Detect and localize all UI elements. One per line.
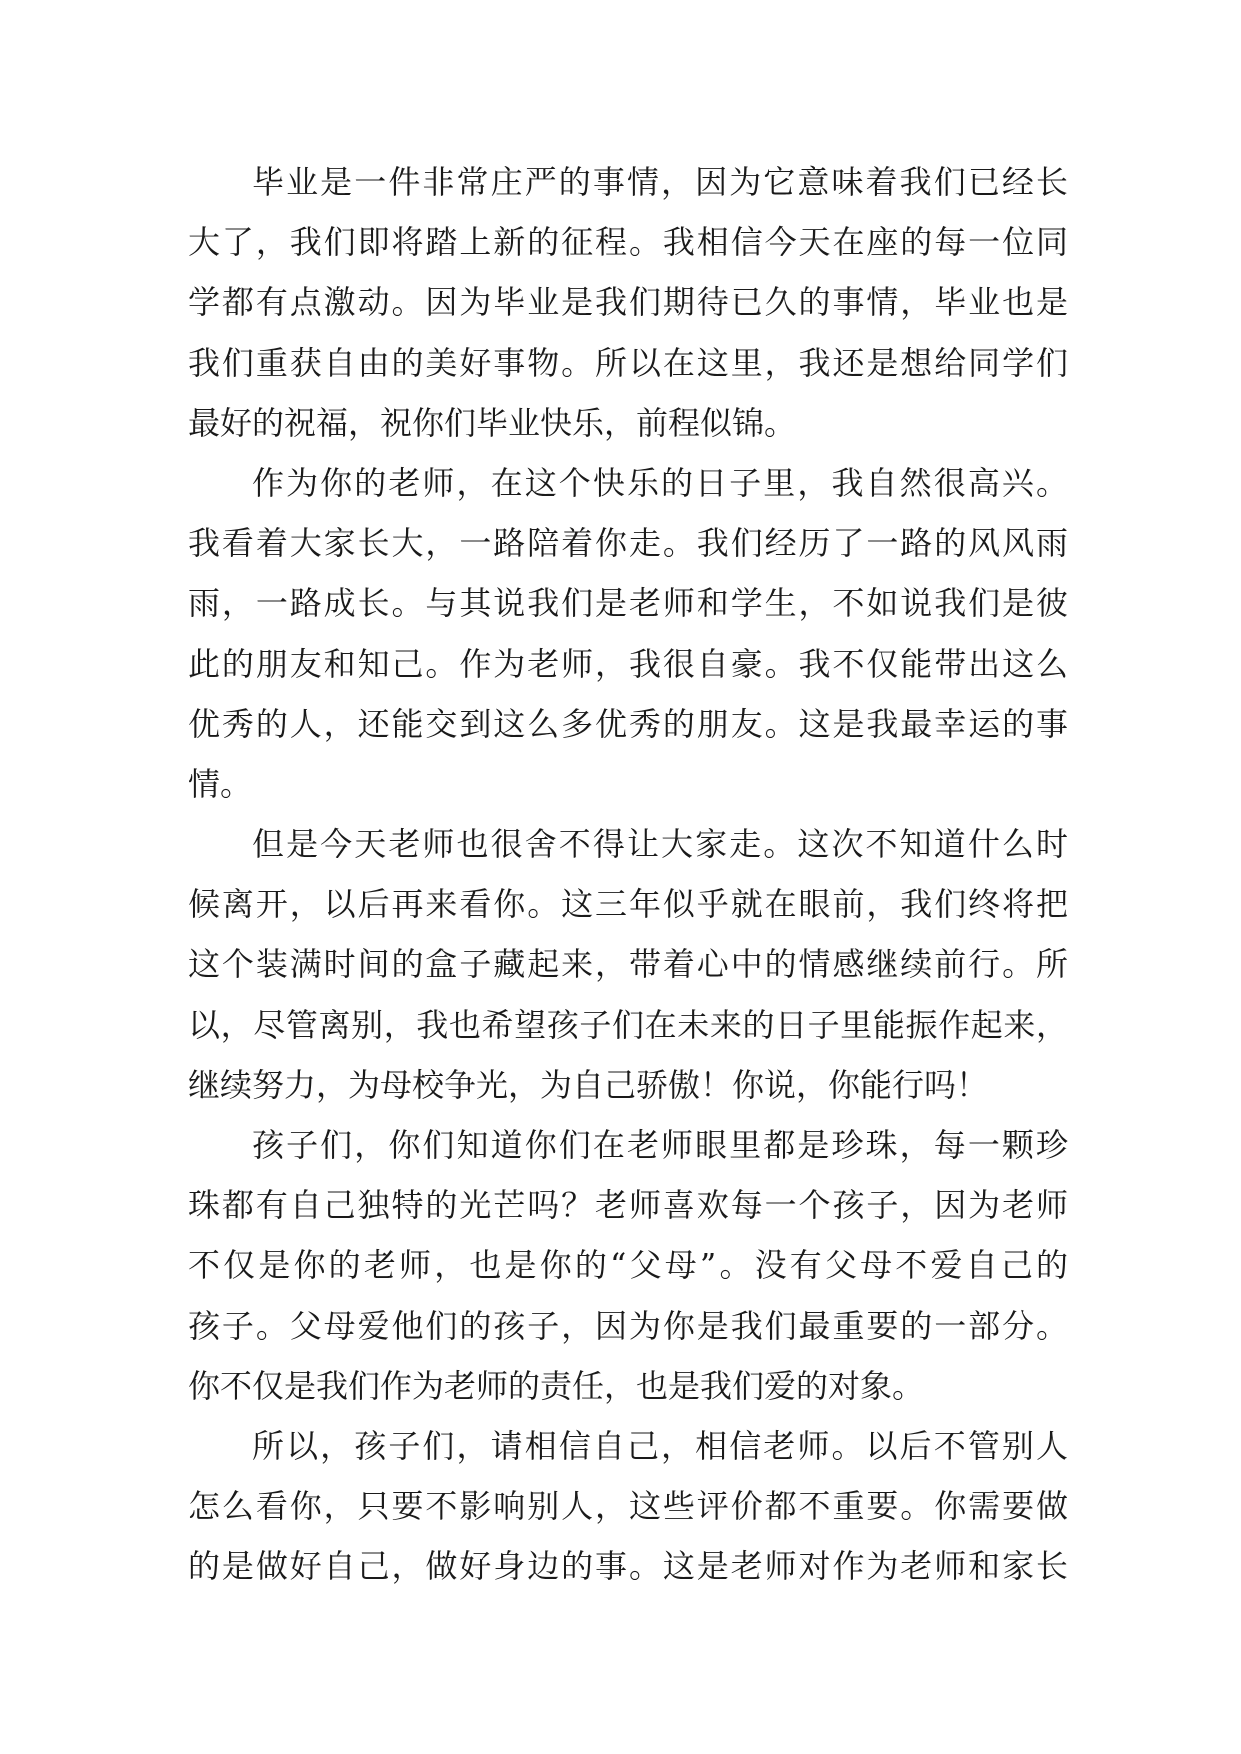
paragraph-first-line: 毕业是一件非常庄严的事情，因为它意味着我们已经长 — [252, 163, 1068, 201]
text-line: 学都有点激动。因为毕业是我们期待已久的事情，毕业也是 — [188, 283, 1068, 322]
text-line: 这个装满时间的盒子藏起来，带着心中的情感继续前行。所 — [188, 945, 1068, 984]
document-body — [188, 152, 1068, 1597]
text-line: 优秀的人，还能交到这么多优秀的朋友。这是我最幸运的事 — [188, 704, 1068, 743]
paragraph-first-line: 但是今天老师也很舍不得让大家走。这次不知道什么时 — [252, 825, 1068, 864]
text-line: 怎么看你，只要不影响别人，这些评价都不重要。你需要做 — [188, 1487, 1068, 1526]
text-line: 情。 — [188, 764, 253, 803]
text-line: 大了，我们即将踏上新的征程。我相信今天在座的每一位同 — [188, 223, 1068, 262]
text-line: 我看着大家长大，一路陪着你走。我们经历了一路的风风雨 — [188, 524, 1068, 563]
text-line: 的是做好自己，做好身边的事。这是老师对作为老师和家长 — [188, 1547, 1068, 1586]
paragraph-first-line: 作为你的老师，在这个快乐的日子里，我自然很高兴。 — [252, 463, 1068, 502]
text-line: 以，尽管离别，我也希望孩子们在未来的日子里能振作起来， — [188, 1005, 1068, 1044]
text-line: 雨，一路成长。与其说我们是老师和学生，不如说我们是彼 — [188, 584, 1068, 623]
paragraph-first-line: 所以，孩子们，请相信自己，相信老师。以后不管别人 — [252, 1426, 1068, 1465]
text-line: 你不仅是我们作为老师的责任，也是我们爱的对象。 — [188, 1366, 925, 1405]
text-line: 我们重获自由的美好事物。所以在这里，我还是想给同学们 — [188, 343, 1068, 382]
text-line: 珠都有自己独特的光芒吗？老师喜欢每一个孩子，因为老师 — [188, 1186, 1068, 1225]
text-line: 候离开，以后再来看你。这三年似乎就在眼前，我们终将把 — [188, 885, 1068, 924]
paragraph-first-line: 孩子们，你们知道你们在老师眼里都是珍珠，每一颗珍 — [252, 1126, 1068, 1164]
text-line: 继续努力，为母校争光，为自己骄傲！你说，你能行吗！ — [188, 1065, 989, 1104]
text-line: 此的朋友和知己。作为老师，我很自豪。我不仅能带出这么 — [188, 644, 1068, 683]
text-line: 最好的祝福，祝你们毕业快乐，前程似锦。 — [188, 403, 797, 442]
text-line: 孩子。父母爱他们的孩子，因为你是我们最重要的一部分。 — [188, 1306, 1068, 1345]
text-line: 不仅是你的老师，也是你的“父母”。没有父母不爱自己的 — [188, 1246, 1068, 1285]
